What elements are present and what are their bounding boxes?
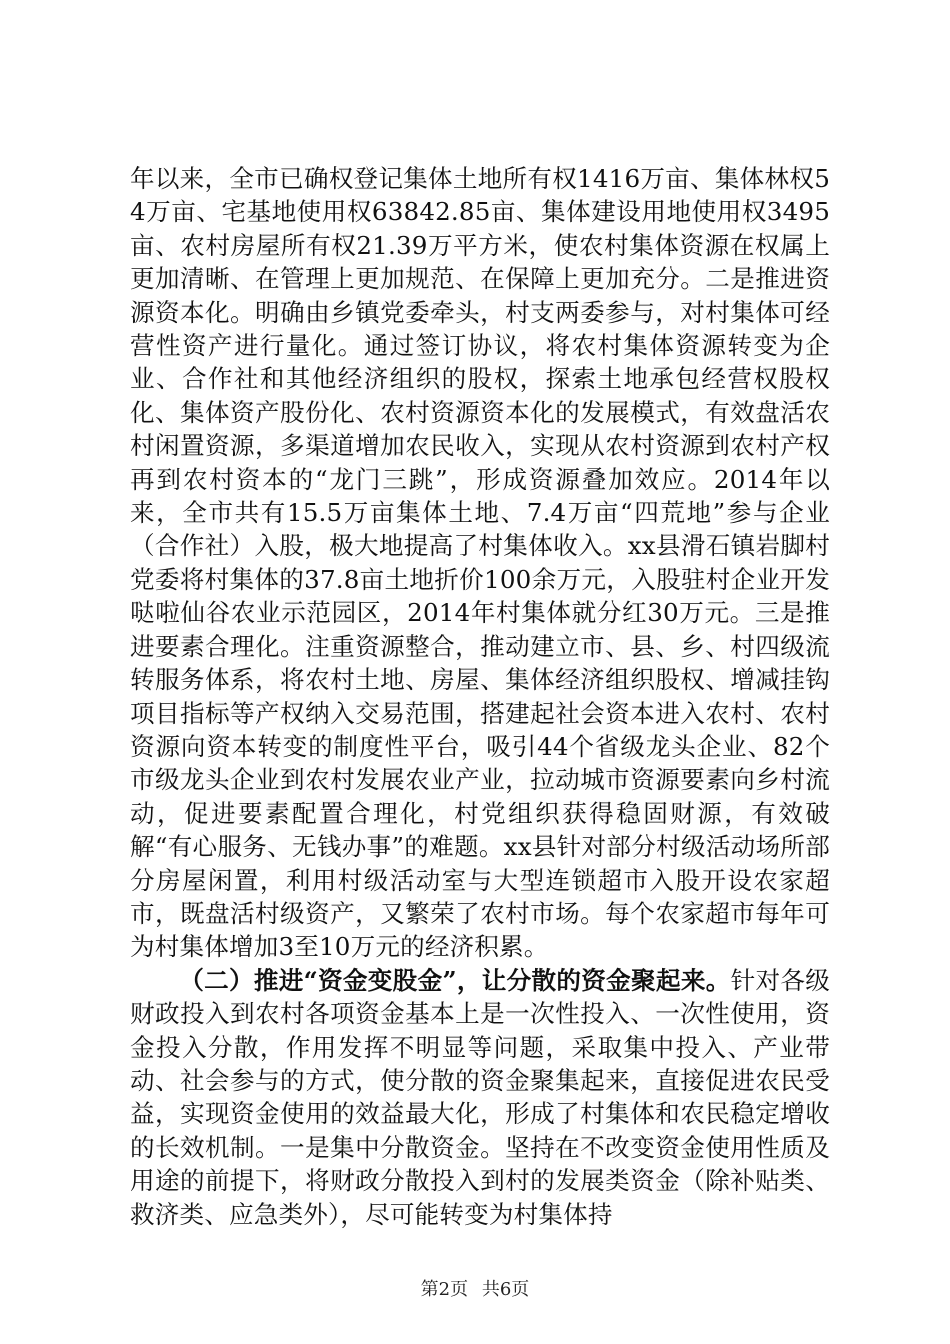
section-heading: （二）推进“资金变股金”，让分散的资金聚起来。 [179,965,731,995]
page-total: 共6页 [481,1279,530,1300]
document-body [130,162,830,1231]
page-footer [0,1275,950,1301]
body-paragraph: 年以来，全市已确权登记集体土地所有权1416万亩、集体林权54万亩、宅基地使用权63842.85亩、集体建设用地使用权3495亩、农村房屋所有权21.39万平方米，使农村集体资源在权属上更加清晰、在管理上更加规范、在保障上更加充分。二是推进资源资本化。明确由乡镇党委牵头，村支两委参与，对村集体可经营性资产进行量化。通过签订协议，将农村集体资源转变为企业、合作社和其他经济组织的股权，探索土地承包经营权股权化、集体资产股份化、农村资源资本化的发展模式，有效盘活农村闲置资源，多渠道增加农民收入，实现从农村资源到农村产权再到农村资本的“龙门三跳”，形成资源叠加效应。2014年以来，全市共有15.5万亩集体土地、7.4万亩“四荒地”参与企业（合作社）入股，极大地提高了村集体收入。xx县滑石镇岩脚村党委将村集体的37.8亩土地折价100余万元，入股驻村企业开发哒啦仙谷农业示范园区，2014年村集体就分红30万元。三是推进要素合理化。注重资源整合，推动建立市、县、乡、村四级流转服务体系，将农村土地、房屋、集体经济组织股权、增减挂钩项目指标等产权纳入交易范围，搭建起社会资本进入农村、农村资源向资本转变的制度性平台，吸引44个省级龙头企业、82个市级龙头企业到农村发展农业产业，拉动城市资源要素向乡村流动，促进要素配置合理化，村党组织获得稳固财源，有效破解“有心服务、无钱办事”的难题。xx县针对部分村级活动场所部分房屋闲置，利用村级活动室与大型连锁超市入股开设农家超市，既盘活村级资产，又繁荣了农村市场。每个农家超市每年可为村集体增加3至10万元的经济积累。 [130,164,830,962]
page-number: 第2页 [420,1279,469,1300]
section-text: 针对各级财政投入到农村各项资金基本上是一次性投入、一次性使用，资金投入分散，作用发挥不明显等问题，采取集中投入、产业带动、社会参与的方式，使分散的资金聚集起来，直接促进农民受益，实现资金使用的效益最大化，形成了村集体和农民稳定增收的长效机制。一是集中分散资金。坚持在不改变资金使用性质及用途的前提下，将财政分散投入到村的发展类资金（除补贴类、救济类、应急类外），尽可能转变为村集体持 [130,965,830,1229]
section-paragraph [130,964,830,1231]
